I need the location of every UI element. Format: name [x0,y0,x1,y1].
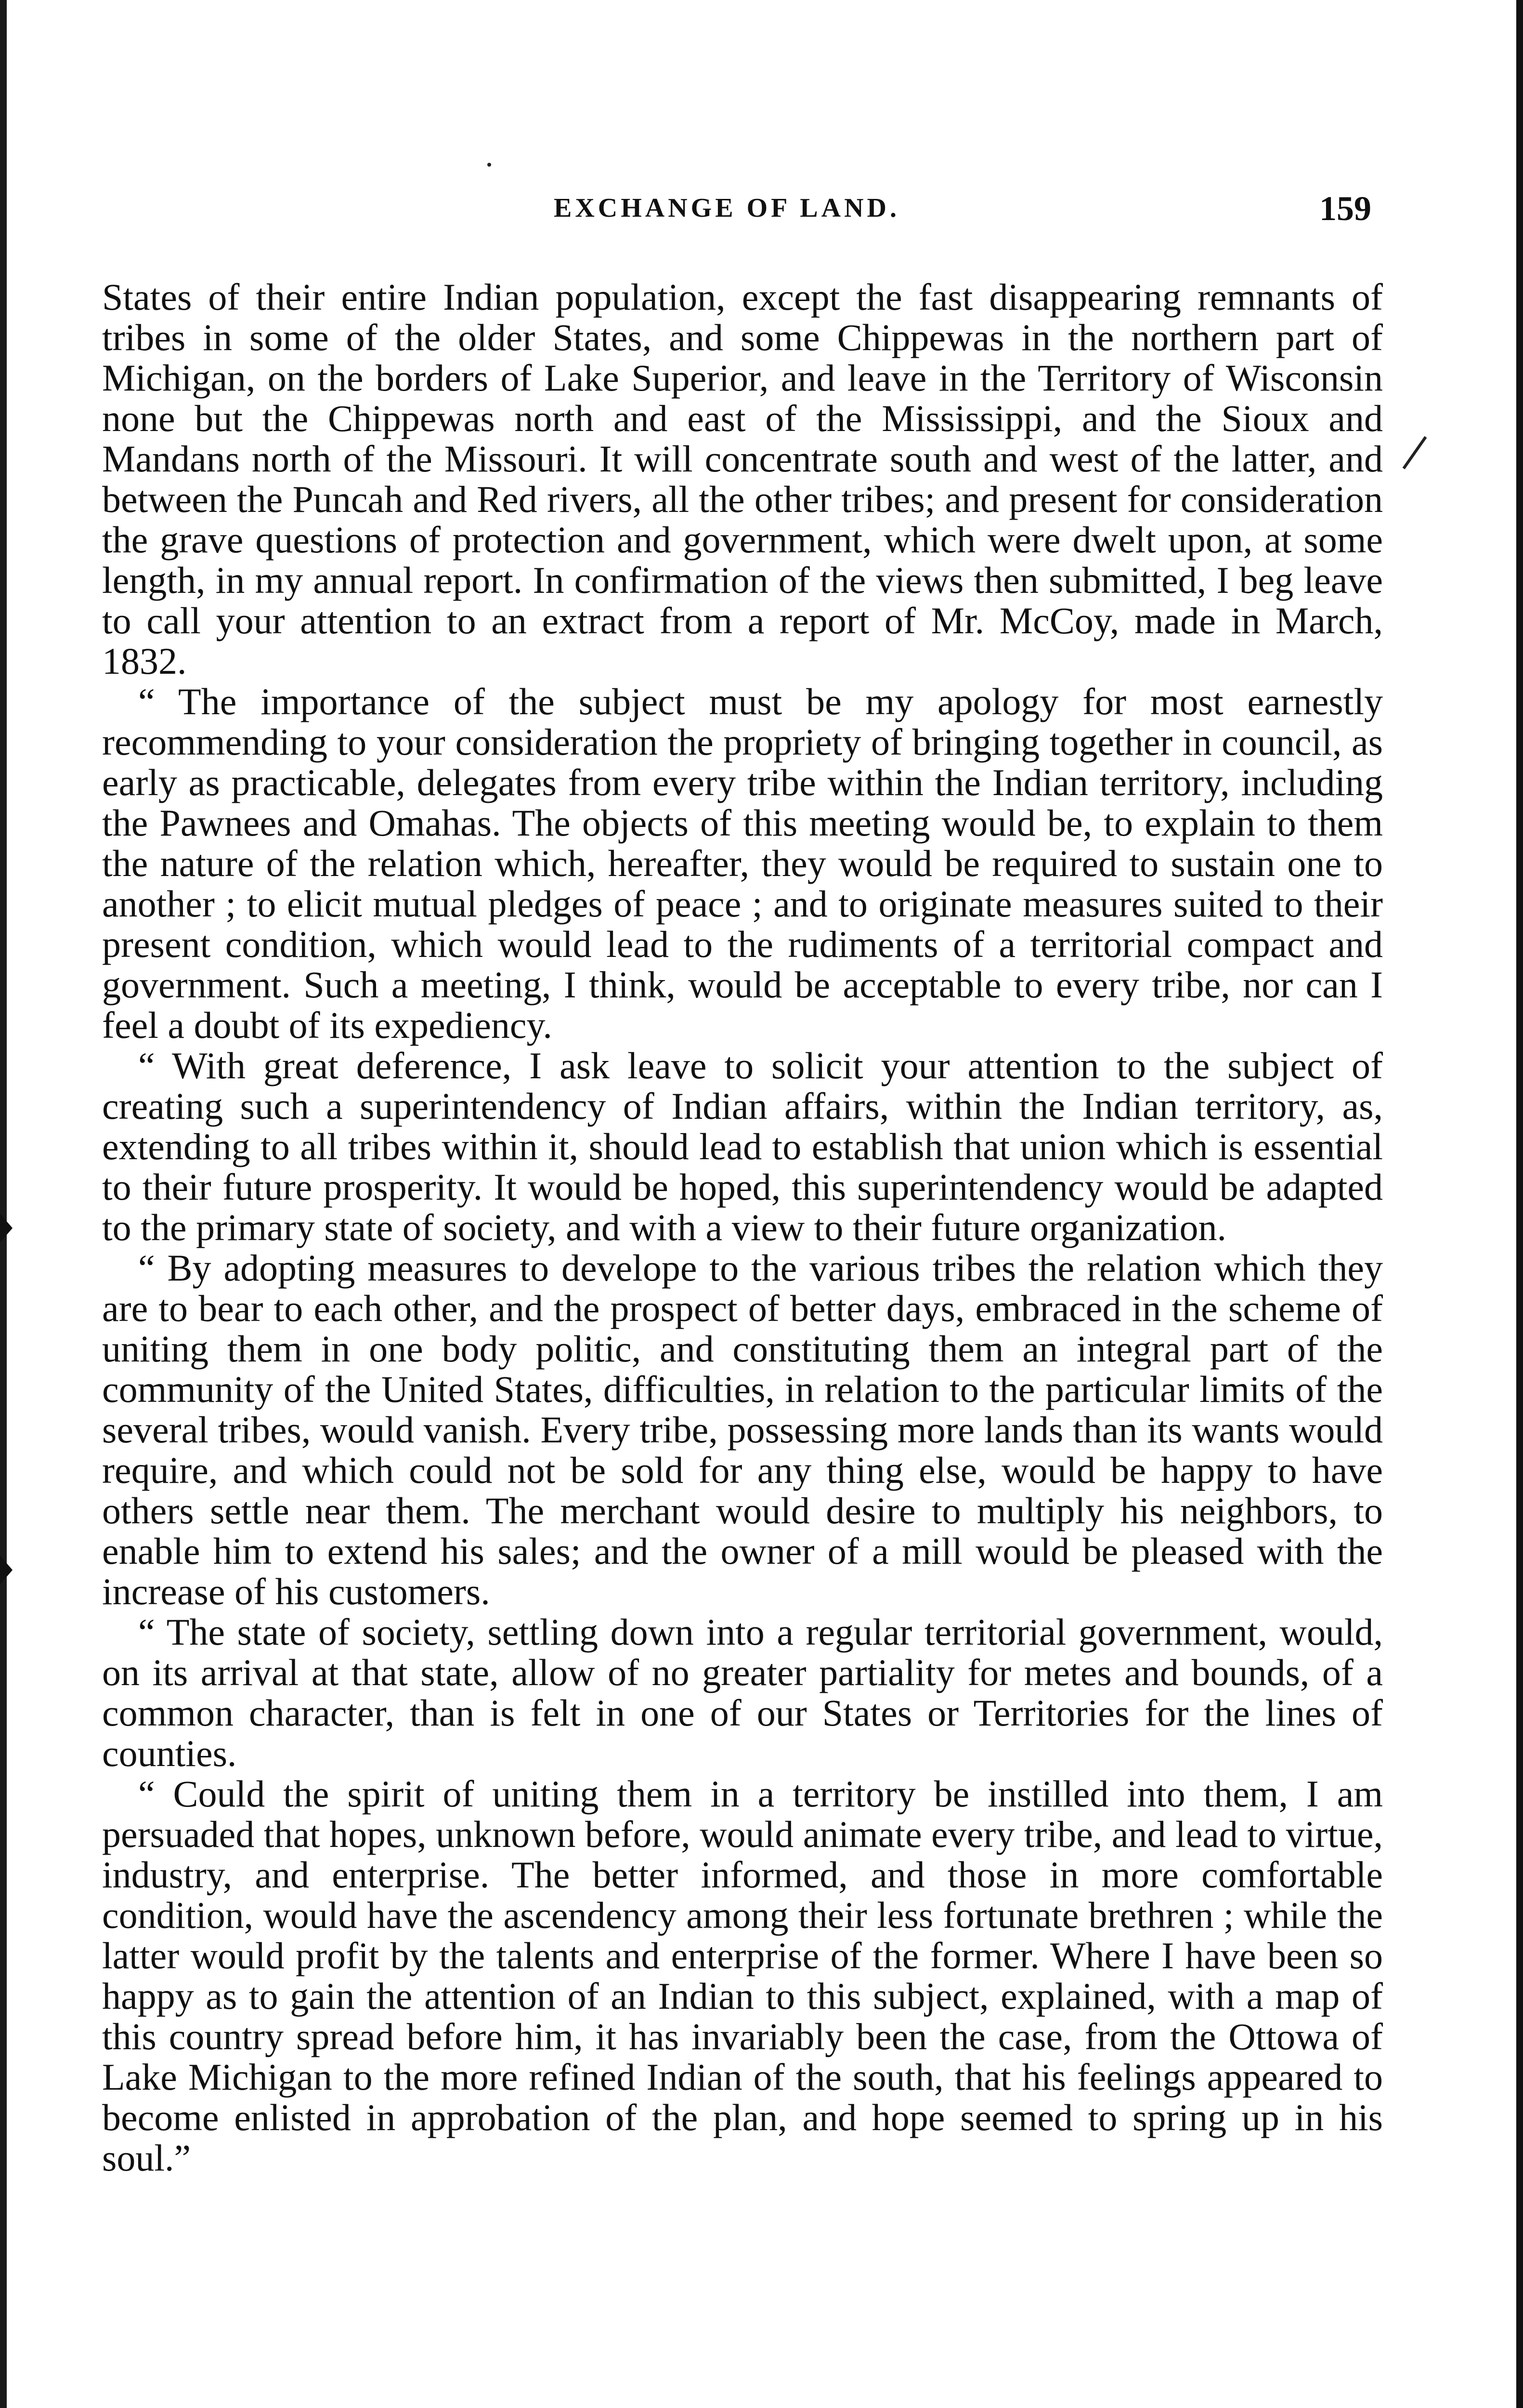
paragraph: “ By adopting measures to develope to the various tribes the relation which they are to bear to each other, and the prospect of better days, embraced in the scheme of uniting them in one body politic, and constituting them an integral part of the community of the United States, difficulties, in relation to the particular limits of the several tribes, would vanish. Every tribe, possessing more lands than its wants would require, and which could not be sold for any thing else, would be happy to have others settle near them. The merchant would desire to multiply his neighbors, to enable him to extend his sales; and the owner of a mill would be pleased with the increase of his customers. [102,1247,1383,1612]
paragraph: “ Could the spirit of uniting them in a territory be instilled into them, I am persuaded that hopes, unknown before, would animate every tribe, and lead to virtue, industry, and enterprise. The better informed, and those in more comfortable condition, would have the ascendency among their less fortunate brethren ; while the latter would profit by the talents and enterprise of the former. Where I have been so happy as to gain the attention of an Indian to this subject, explained, with a map of this country spread before him, it has invariably been the case, from the Ottowa of Lake Michigan to the more refined Indian of the south, that his feelings appeared to become enlisted in approbation of the plan, and hope seemed to spring up in his soul.” [102,1773,1383,2179]
paragraph: States of their entire Indian population, except the fast disappearing remnants of tribes in some of the older States, and some Chippewas in the northern part of Michigan, on the borders of Lake Superior, and leave in the Territory of Wisconsin none but the Chippewas north and east of the Mississippi, and the Sioux and Mandans north of the Missouri. It will concentrate south and west of the latter, and between the Puncah and Red rivers, all the other tribes; and present for consideration the grave questions of protection and government, which were dwelt upon, at some length, in my annual report. In confirmation of the views then submitted, I beg leave to call your attention to an extract from a report of Mr. McCoy, made in March, 1832. [102,276,1383,682]
page-number: 159 [1319,189,1371,228]
stray-ink-dot [487,163,491,167]
binding-notch [0,1214,13,1243]
binding-notch [0,1556,13,1584]
running-head: EXCHANGE OF LAND. [554,193,900,223]
body-text [102,277,1383,2178]
binding-edge [0,0,7,2408]
paragraph: “ With great deference, I ask leave to solicit your attention to the subject of creating such a superintendency of Indian affairs, within the Indian territory, as, extending to all tribes within it, should lead to establish that union which is essential to their future prosperity. It would be hoped, this superintendency would be adapted to the primary state of society, and with a view to their future organization. [102,1045,1383,1248]
paragraph: “ The state of society, settling down into a regular territorial government, would, on its arrival at that state, allow of no greater partiality for metes and bounds, of a common character, than is felt in one of our States or Territories for the lines of counties. [102,1611,1383,1774]
paragraph: “ The importance of the subject must be my apology for most earnestly recommending to your consideration the propriety of bringing together in council, as early as practicable, delegates from every tribe within the Indian territory, including the Pawnees and Omahas. The objects of this meeting would be, to explain to them the nature of the relation which, hereafter, they would be required to sustain one to another ; to elicit mutual pledges of peace ; and to originate measures suited to their present condition, which would lead to the rudiments of a territorial compact and government. Such a meeting, I think, would be acceptable to every tribe, nor can I feel a doubt of its expediency. [102,681,1383,1046]
